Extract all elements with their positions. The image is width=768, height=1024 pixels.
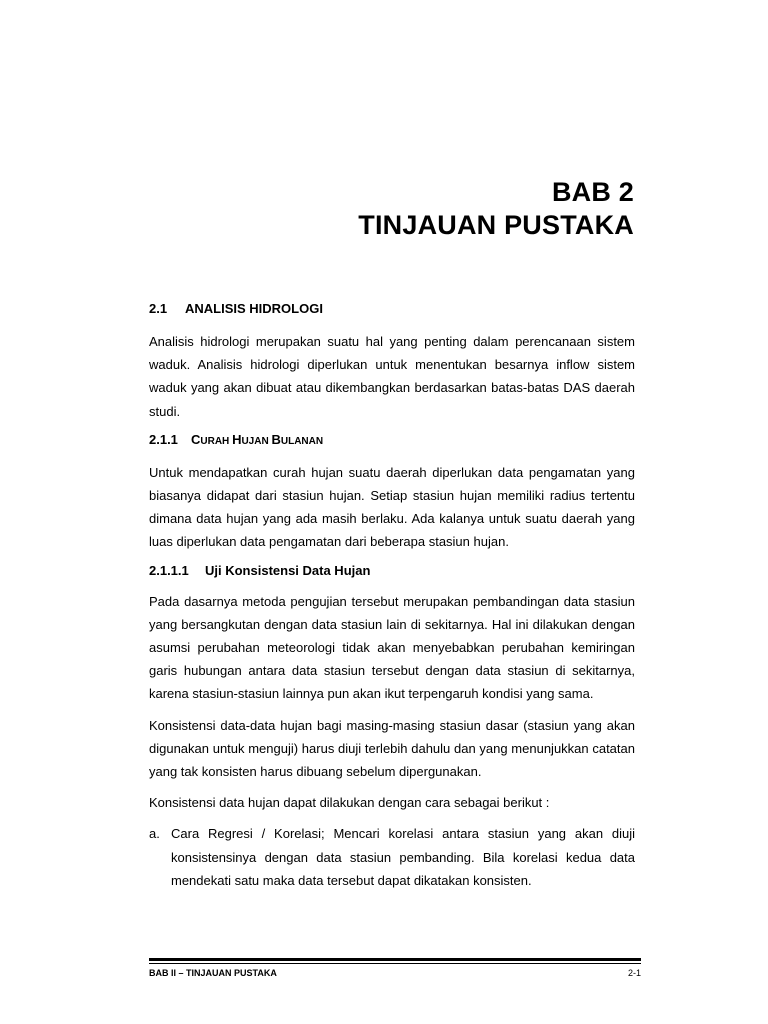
list-marker: a. [149, 826, 160, 842]
footer-rule [149, 958, 641, 961]
subsection-number: 2.1.1 [149, 431, 178, 447]
document-body [149, 300, 635, 892]
subsubsection-heading-2-1-1-1 [149, 562, 635, 580]
footer-page-number: 2-1 [627, 968, 641, 978]
section-title: ANALISIS HIDROLOGI [185, 301, 323, 316]
subsection-heading-2-1-1 [149, 431, 635, 451]
subsubsection-paragraph: Konsistensi data-data hujan bagi masing-masing stasiun dasar (stasiun yang akan digunakan untuk menguji) harus diuji terlebih dahulu dan yang menunjukkan catatan yang tak konsisten harus dibuang sebelum dipergunakan. [149, 717, 635, 780]
subsubsection-title: Uji Konsistensi Data Hujan [205, 562, 371, 578]
section-number: 2.1 [149, 301, 168, 316]
list-text: Cara Regresi / Korelasi; Mencari korelasi antara stasiun yang akan diuji konsistensinya dengan data stasiun pembanding. Bila korelasi kedua data mendekati satu maka data tersebut dapat dikatakan konsisten. [171, 826, 635, 888]
chapter-title: TINJAUAN PUSTAKA [358, 210, 634, 240]
page-footer [149, 968, 641, 978]
section-heading-2-1 [149, 300, 635, 318]
chapter-heading [358, 176, 634, 242]
subsection-paragraph: Untuk mendapatkan curah hujan suatu daerah diperlukan data pengamatan yang biasanya didapat dari stasiun hujan. Setiap stasiun hujan memiliki radius tertentu dimana data hujan yang ada masih berlaku. Ada kalanya untuk suatu daerah yang luas diperlukan data pengamatan dari beberapa stasiun hujan. [149, 464, 635, 550]
subsection-title-part: URAH [200, 435, 233, 447]
section-paragraph: Analisis hidrologi merupakan suatu hal yang penting dalam perencanaan sistem waduk. Analisis hidrologi diperlukan untuk menentukan besarnya inflow sistem waduk yang akan dibuat atau dikembangkan berdasarkan batas-batas DAS daerah studi. [149, 334, 635, 419]
chapter-number: BAB 2 [551, 177, 634, 207]
subsection-title-part: UJAN [241, 435, 272, 447]
subsubsection-paragraph: Pada dasarnya metoda pengujian tersebut merupakan pembandingan data stasiun yang bersangkutan dengan data stasiun lain di sekitarnya. Hal ini dilakukan dengan asumsi perubahan meteorologi tidak akan menyebabkan perubahan kemiringan garis hubungan antara data stasiun tersebut dengan data stasiun di sekitarnya, karena stasiun-stasiun lainnya pun akan ikut terpengaruh kondisi yang sama. [149, 593, 635, 702]
list-item [149, 822, 635, 892]
footer-rule [149, 963, 641, 964]
subsection-title-part: B [271, 431, 281, 447]
subsection-title-part: H [232, 431, 242, 447]
subsection-title-part: ULANAN [280, 435, 324, 447]
footer-chapter-label: BAB II – TINJAUAN PUSTAKA [149, 968, 277, 978]
subsubsection-paragraph: Konsistensi data hujan dapat dilakukan dengan cara sebagai berikut : [149, 795, 550, 811]
subsubsection-number: 2.1.1.1 [149, 562, 189, 578]
subsection-title-part: C [191, 431, 201, 447]
